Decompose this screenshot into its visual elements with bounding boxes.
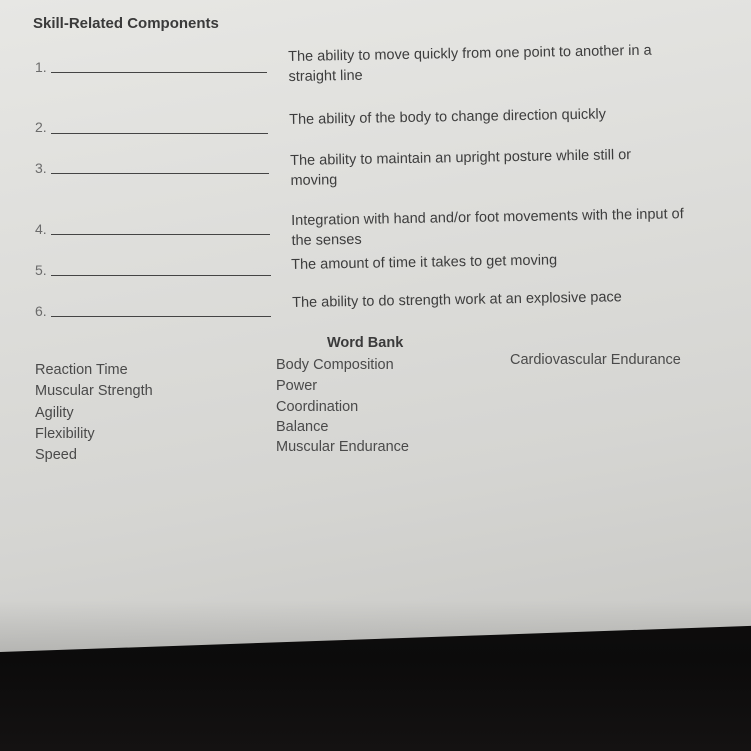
word-bank-term: Muscular Strength xyxy=(35,383,153,399)
item-description-2: The ability of the body to change direction quickly xyxy=(289,106,607,128)
word-bank-term: Reaction Time xyxy=(35,362,128,378)
word-bank-term: Flexibility xyxy=(35,426,95,442)
item-description-3: The ability to maintain an upright posture while still or moving xyxy=(290,147,632,189)
worksheet-title: Skill-Related Components xyxy=(33,15,219,32)
answer-blank-5[interactable] xyxy=(51,275,271,276)
word-bank-term: Balance xyxy=(276,419,329,435)
word-bank-term: Muscular Endurance xyxy=(276,439,409,455)
item-description-1: The ability to move quickly from one point to another in a straight line xyxy=(288,42,652,85)
answer-blank-4[interactable] xyxy=(51,234,270,235)
word-bank-term: Speed xyxy=(35,447,77,463)
item-number-6: 6. xyxy=(35,303,47,319)
word-bank-title: Word Bank xyxy=(327,335,404,351)
item-number-3: 3. xyxy=(35,160,47,176)
word-bank-term: Body Composition xyxy=(276,357,394,373)
word-bank-term: Coordination xyxy=(276,399,359,415)
word-bank-term: Power xyxy=(276,378,318,394)
table-shadow xyxy=(0,600,751,751)
item-number-4: 4. xyxy=(35,221,47,237)
item-description-5: The amount of time it takes to get moving xyxy=(291,252,558,273)
word-bank-term: Cardiovascular Endurance xyxy=(510,352,681,368)
item-number-2: 2. xyxy=(35,119,47,135)
item-description-4: Integration with hand and/or foot movements with the input of the senses xyxy=(291,206,684,249)
item-description-6: The ability to do strength work at an explosive pace xyxy=(292,289,622,311)
answer-blank-3[interactable] xyxy=(51,173,269,174)
answer-blank-6[interactable] xyxy=(51,316,271,317)
item-number-5: 5. xyxy=(35,262,47,278)
word-bank-term: Agility xyxy=(35,405,74,421)
answer-blank-1[interactable] xyxy=(51,72,267,73)
item-number-1: 1. xyxy=(35,59,47,75)
answer-blank-2[interactable] xyxy=(51,133,268,134)
